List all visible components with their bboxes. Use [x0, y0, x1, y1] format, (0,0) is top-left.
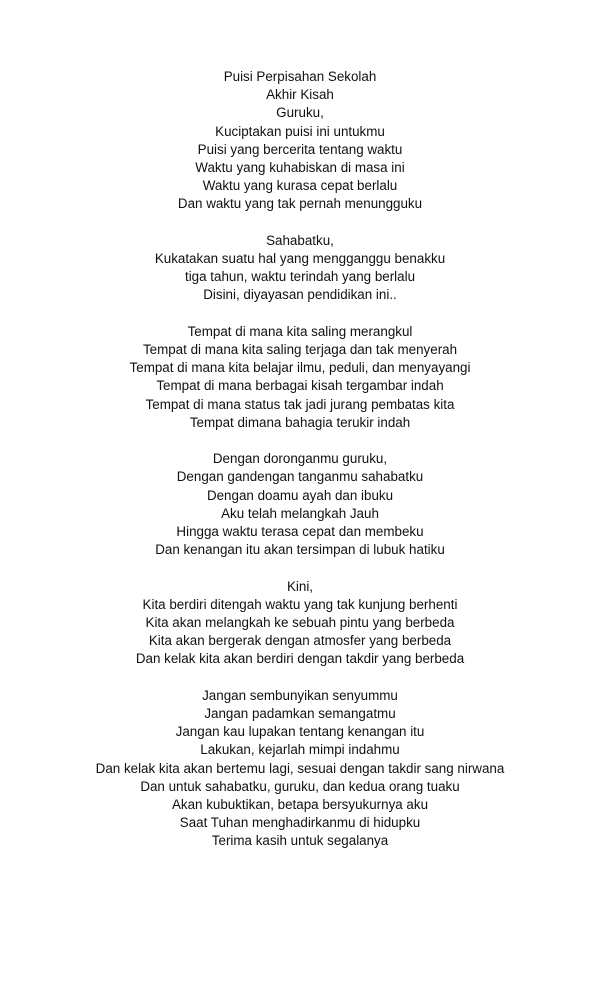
poem-line: Dengan doamu ayah dan ibuku [206, 487, 394, 503]
poem-line: tiga tahun, waktu terindah yang berlalu [184, 269, 416, 285]
poem-stanza-0 [0, 68, 600, 214]
poem-line: Akan kubuktikan, betapa bersyukurnya aku [171, 797, 429, 813]
poem-line: Dan waktu yang tak pernah menungguku [177, 196, 423, 212]
poem-line: Tempat di mana kita saling terjaga dan tak menyerah [142, 342, 458, 358]
poem-stanza-3 [0, 450, 600, 559]
poem-line: Puisi yang bercerita tentang waktu [197, 141, 403, 157]
poem-line: Kita berdiri ditengah waktu yang tak kunjung berhenti [142, 596, 458, 612]
poem-line: Dan untuk sahabatku, guruku, dan kedua orang tuaku [140, 778, 460, 794]
poem-line: Tempat di mana kita saling merangkul [187, 323, 413, 339]
poem-line: Guruku, [276, 105, 324, 121]
poem-line: Waktu yang kurasa cepat berlalu [202, 178, 398, 194]
poem-line: Kita akan bergerak dengan atmosfer yang berbeda [148, 633, 452, 649]
poem-line: Waktu yang kuhabiskan di masa ini [195, 160, 405, 176]
poem-line: Saat Tuhan menghadirkanmu di hidupku [179, 815, 421, 831]
poem-line: Jangan kau lupakan tentang kenangan itu [175, 724, 425, 740]
poem-line: Dan kelak kita akan berdiri dengan takdir yang berbeda [135, 651, 465, 667]
poem-line: Jangan padamkan semangatmu [204, 706, 396, 722]
poem-line: Hingga waktu terasa cepat dan membeku [176, 524, 424, 540]
poem-line: Tempat di mana status tak jadi jurang pembatas kita [145, 396, 455, 412]
poem-line: Aku telah melangkah Jauh [221, 505, 379, 521]
poem-line: Disini, diyayasan pendidikan ini.. [203, 287, 397, 303]
poem-document [0, 68, 600, 851]
poem-stanza-2 [0, 323, 600, 432]
poem-line: Tempat di mana kita belajar ilmu, peduli, dan menyayangi [129, 360, 471, 376]
poem-line: Tempat di mana berbagai kisah tergambar indah [156, 378, 444, 394]
poem-stanza-1 [0, 232, 600, 305]
poem-line: Tempat dimana bahagia terukir indah [189, 414, 411, 430]
poem-line: Kita akan melangkah ke sebuah pintu yang berbeda [145, 615, 455, 631]
poem-subtitle: Akhir Kisah [266, 87, 334, 103]
poem-line: Sahabatku, [266, 232, 334, 248]
poem-line: Lakukan, kejarlah mimpi indahmu [200, 742, 400, 758]
poem-stanza-5 [0, 687, 600, 851]
poem-line: Dan kelak kita akan bertemu lagi, sesuai dengan takdir sang nirwana [95, 760, 505, 776]
poem-line: Kuciptakan puisi ini untukmu [215, 123, 385, 139]
poem-line: Dengan gandengan tanganmu sahabatku [176, 469, 424, 485]
poem-line: Terima kasih untuk segalanya [211, 833, 389, 849]
poem-stanza-4 [0, 578, 600, 669]
poem-title: Puisi Perpisahan Sekolah [223, 69, 377, 84]
poem-line: Jangan sembunyikan senyummu [202, 687, 398, 703]
poem-line: Dengan doronganmu guruku, [212, 451, 388, 467]
poem-line: Dan kenangan itu akan tersimpan di lubuk hatiku [155, 542, 445, 558]
poem-line: Kukatakan suatu hal yang mengganggu benakku [154, 251, 446, 267]
poem-line: Kini, [286, 578, 314, 594]
